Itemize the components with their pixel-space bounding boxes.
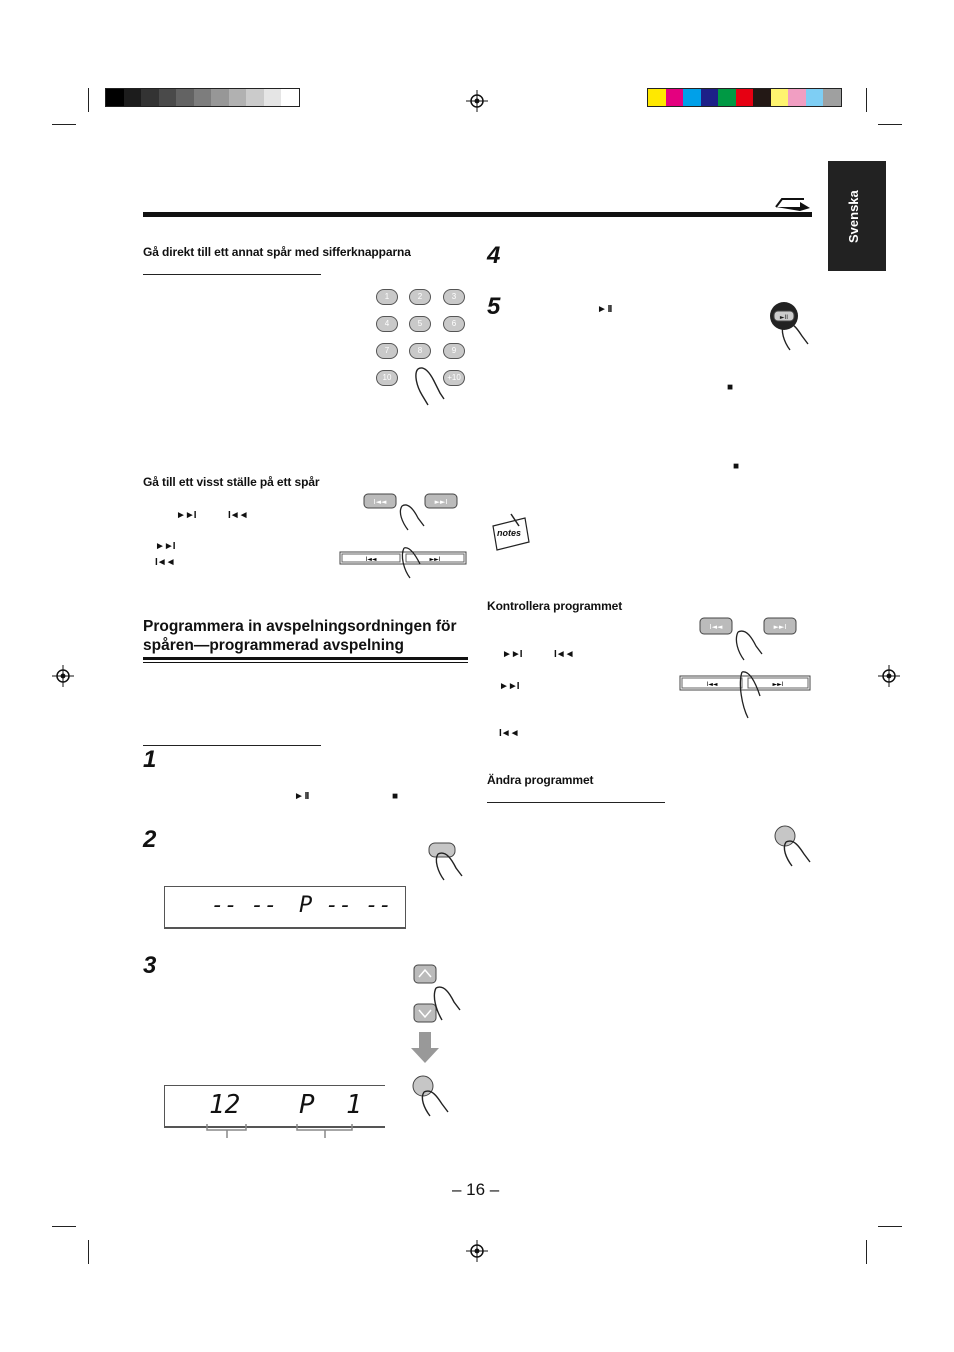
stop-symbol: ■ <box>392 791 398 802</box>
display-brackets <box>205 1124 360 1140</box>
svg-text:I◄◄: I◄◄ <box>706 681 718 688</box>
crop-mark <box>52 124 76 125</box>
stop-symbol: ■ <box>727 382 733 393</box>
program-readout: P 1 <box>299 1090 362 1120</box>
svg-text:I◄◄: I◄◄ <box>709 623 723 631</box>
skip-buttons-illustration <box>338 490 468 580</box>
calibration-swatch <box>806 89 824 106</box>
language-tab <box>828 161 886 271</box>
up-down-buttons-illustration <box>410 962 470 1030</box>
subhead-direct: Gå direkt till ett annat spår med sifferknapparna <box>143 245 411 259</box>
registration-mark-icon <box>466 1240 488 1262</box>
calibration-swatch <box>718 89 736 106</box>
step-number: 5 <box>487 293 501 320</box>
continue-arrow-icon <box>774 193 812 211</box>
calibration-swatch <box>246 89 264 106</box>
track-readout: 12 <box>209 1090 241 1120</box>
play-pause-symbol: ► II <box>597 304 612 315</box>
short-rule <box>143 745 321 746</box>
svg-text:I◄◄: I◄◄ <box>373 498 387 506</box>
page-number: – 16 – <box>452 1180 500 1199</box>
skip-buttons-illustration <box>678 614 812 732</box>
down-arrow-icon <box>410 1032 440 1064</box>
crop-mark <box>866 1240 867 1264</box>
skip-forward-symbol: ►►I <box>502 649 522 660</box>
program-button-illustration <box>424 838 472 888</box>
gray-calibration-bar <box>105 88 300 107</box>
calibration-swatch <box>771 89 789 106</box>
crop-mark <box>878 124 902 125</box>
calibration-swatch <box>124 89 142 106</box>
step-number: 4 <box>487 242 501 269</box>
calibration-swatch <box>823 89 841 106</box>
numeric-key: 2 <box>409 289 431 305</box>
calibration-swatch <box>683 89 701 106</box>
numeric-key: +10 <box>443 370 465 386</box>
svg-text:►►I: ►►I <box>434 498 448 506</box>
calibration-swatch <box>753 89 771 106</box>
skip-forward-symbol: ►►I <box>499 681 519 692</box>
finger-press-icon <box>410 363 450 407</box>
numeric-key: 1 <box>376 289 398 305</box>
skip-forward-symbol: ►►I <box>176 510 196 521</box>
color-calibration-bar <box>647 88 842 107</box>
crop-mark <box>88 1240 89 1264</box>
play-pause-symbol: ► II <box>294 791 309 802</box>
calibration-swatch <box>736 89 754 106</box>
calibration-swatch <box>648 89 666 106</box>
skip-back-symbol: I◄◄ <box>228 510 248 521</box>
notes-label: notes <box>497 528 522 538</box>
calibration-swatch <box>106 89 124 106</box>
svg-text:I◄◄: I◄◄ <box>365 556 377 563</box>
calibration-swatch <box>229 89 247 106</box>
svg-text:►►I: ►►I <box>773 623 787 631</box>
calibration-swatch <box>666 89 684 106</box>
crop-mark <box>878 1226 902 1227</box>
calibration-swatch <box>264 89 282 106</box>
calibration-swatch <box>141 89 159 106</box>
set-button-illustration <box>410 1072 458 1122</box>
registration-mark-icon <box>52 665 74 687</box>
program-readout: P -- -- <box>299 893 392 918</box>
registration-mark-icon <box>466 90 488 112</box>
svg-text:►II: ►II <box>779 314 789 321</box>
registration-mark-icon <box>878 665 900 687</box>
lcd-display <box>164 886 406 929</box>
calibration-swatch <box>788 89 806 106</box>
step-number: 3 <box>143 952 157 979</box>
calibration-swatch <box>211 89 229 106</box>
skip-forward-symbol: ►►I <box>155 541 175 552</box>
lcd-display <box>164 1085 385 1128</box>
numeric-key: 9 <box>443 343 465 359</box>
numeric-key: 10 <box>376 370 398 386</box>
skip-back-symbol: I◄◄ <box>499 728 519 739</box>
calibration-swatch <box>281 89 299 106</box>
svg-text:►►I: ►►I <box>429 556 441 563</box>
short-rule <box>143 274 321 275</box>
skip-back-symbol: I◄◄ <box>155 557 175 568</box>
numeric-key: 5 <box>409 316 431 332</box>
short-rule <box>487 802 665 803</box>
section-title: Programmera in avspelningsordningen för spåren—programmerad avspelning <box>143 618 457 654</box>
subhead-change: Ändra programmet <box>487 773 594 787</box>
numeric-key: 4 <box>376 316 398 332</box>
section-rule <box>143 662 468 663</box>
step-number: 1 <box>143 746 157 773</box>
calibration-swatch <box>176 89 194 106</box>
header-rule <box>143 212 812 217</box>
numeric-key: 7 <box>376 343 398 359</box>
calibration-swatch <box>159 89 177 106</box>
section-rule <box>143 657 468 660</box>
calibration-swatch <box>701 89 719 106</box>
step-number: 2 <box>143 826 157 853</box>
subhead-spot: Gå till ett visst ställe på ett spår <box>143 475 320 489</box>
stop-symbol: ■ <box>733 461 739 472</box>
track-readout: -- -- <box>211 893 278 918</box>
skip-back-symbol: I◄◄ <box>554 649 574 660</box>
crop-mark <box>52 1226 76 1227</box>
crop-mark <box>866 88 867 112</box>
play-button-illustration <box>768 298 816 356</box>
numeric-key: 3 <box>443 289 465 305</box>
numeric-key: 6 <box>443 316 465 332</box>
subhead-check: Kontrollera programmet <box>487 599 623 613</box>
language-tab-label: Svenska <box>846 190 861 243</box>
cancel-button-illustration <box>772 822 820 872</box>
svg-text:►►I: ►►I <box>772 681 784 688</box>
calibration-swatch <box>194 89 212 106</box>
crop-mark <box>88 88 89 112</box>
numeric-key: 8 <box>409 343 431 359</box>
